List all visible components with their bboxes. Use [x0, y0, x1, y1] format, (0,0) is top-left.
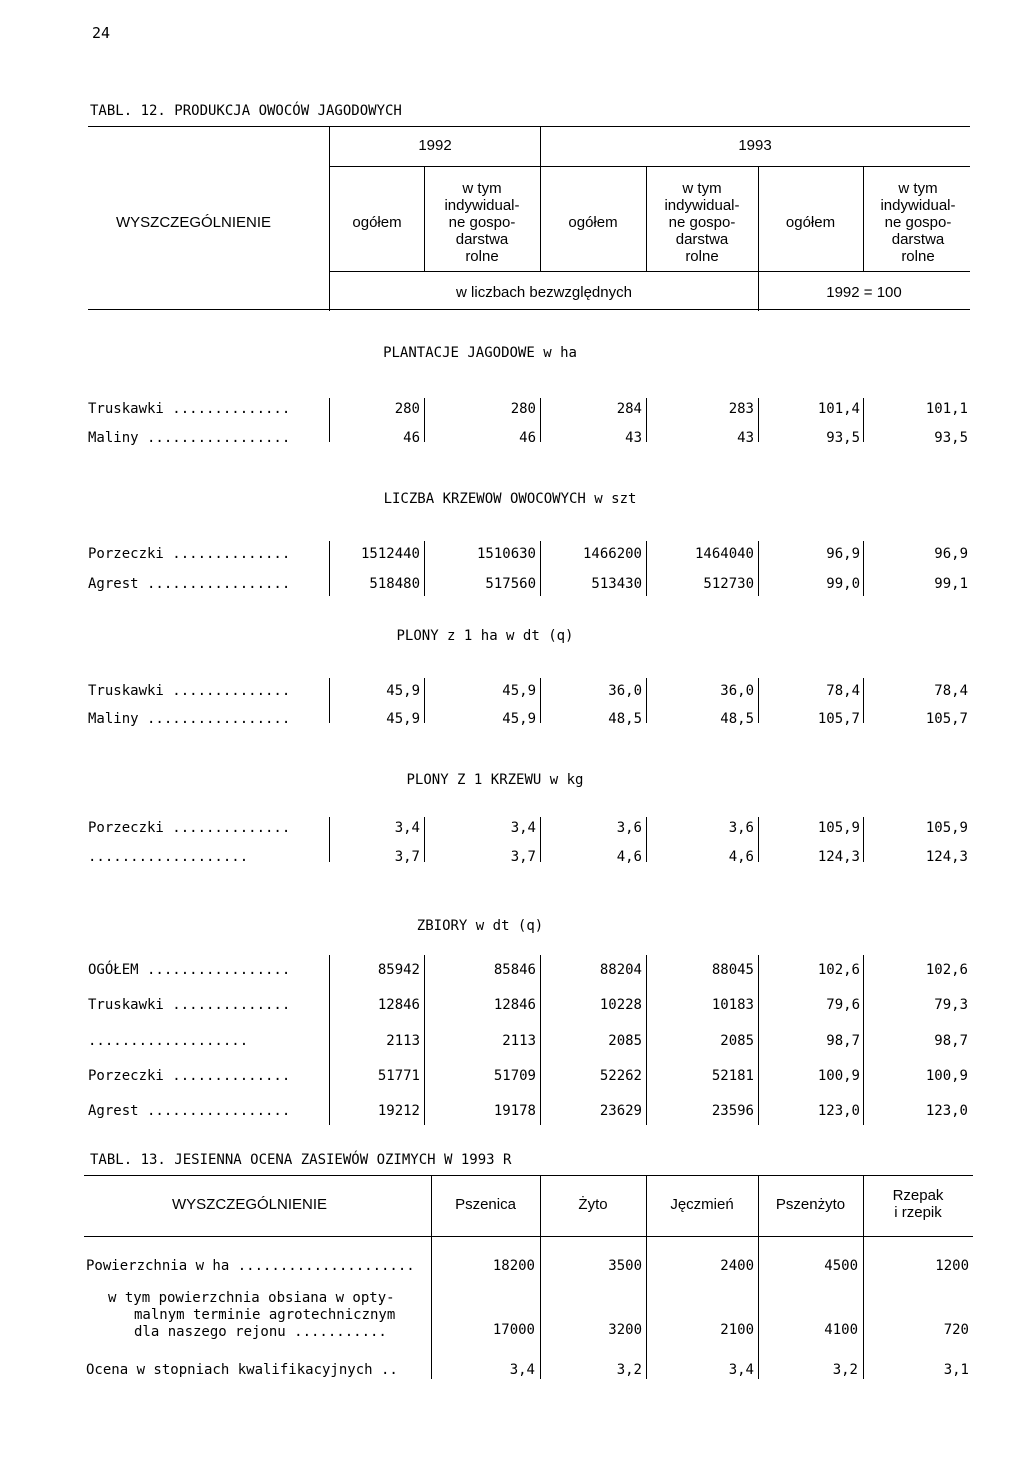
cell: 2100 [720, 1322, 754, 1338]
row-label: Truskawki .............. [88, 683, 291, 699]
cell: 280 [394, 401, 420, 417]
cell: 2400 [720, 1258, 754, 1274]
cell: 3,6 [616, 820, 642, 836]
cell: 3,1 [943, 1362, 969, 1378]
col-divider [758, 817, 759, 862]
table13-title: TABL. 13. JESIENNA OCENA ZASIEWÓW OZIMYCH W 1993 R [90, 1152, 512, 1168]
col-divider [863, 398, 864, 442]
t13-header-wyszczegolnienie: WYSZCZEGÓLNIENIE [172, 1196, 328, 1213]
cell: 4,6 [728, 849, 754, 865]
cell: 96,9 [934, 546, 968, 562]
col-divider [646, 955, 647, 1125]
table12-top-rule [88, 126, 970, 127]
col-divider [646, 817, 647, 862]
row-label: Truskawki .............. [88, 997, 291, 1013]
row-label: Agrest ................. [88, 1103, 291, 1119]
cell: 88045 [711, 962, 754, 978]
cell: 512730 [703, 576, 754, 592]
cell: 46 [403, 430, 420, 446]
page-number: 24 [92, 24, 111, 42]
t13-header-pszenica: Pszenica [455, 1196, 516, 1213]
cell: 283 [728, 401, 754, 417]
cell: 513430 [591, 576, 642, 592]
section-title: LICZBA KRZEWOW OWOCOWYCH w szt [383, 491, 637, 507]
cell: 10183 [711, 997, 754, 1013]
col-divider [646, 398, 647, 442]
cell: 23629 [599, 1103, 642, 1119]
cell: 1512440 [360, 546, 420, 562]
col-divider [540, 678, 541, 723]
cell: 4,6 [616, 849, 642, 865]
row-label: Porzeczki .............. [88, 1068, 291, 1084]
cell: 3,2 [616, 1362, 642, 1378]
row-label: Truskawki .............. [88, 401, 291, 417]
cell: 105,9 [817, 820, 860, 836]
cell: 78,4 [934, 683, 968, 699]
cell: 98,7 [934, 1033, 968, 1049]
section-title: PLONY Z 1 KRZEWU w kg [406, 772, 584, 788]
cell: 2113 [386, 1033, 420, 1049]
cell: 1466200 [582, 546, 642, 562]
table12-header-bottom-rule [88, 309, 970, 310]
row-label: ................... [88, 849, 249, 865]
cell: 3,7 [510, 849, 536, 865]
col-divider [540, 398, 541, 442]
cell: 93,5 [934, 430, 968, 446]
cell: 1464040 [694, 546, 754, 562]
cell: 3,6 [728, 820, 754, 836]
cell: 85846 [493, 962, 536, 978]
row-label: Maliny ................. [88, 430, 291, 446]
cell: 3,2 [832, 1362, 858, 1378]
header-index-1992: 1992 = 100 [826, 284, 902, 301]
col-divider [424, 678, 425, 723]
col-divider [758, 541, 759, 596]
cell: 99,0 [826, 576, 860, 592]
cell: 45,9 [386, 711, 420, 727]
cell: 3,4 [509, 1362, 535, 1378]
cell: 102,6 [925, 962, 968, 978]
cell: 10228 [599, 997, 642, 1013]
cell: 123,0 [817, 1103, 860, 1119]
section-title: PLONY z 1 ha w dt (q) [396, 628, 574, 644]
t13-row-label: Ocena w stopniach kwalifikacyjnych .. [86, 1362, 398, 1378]
header-year-1993: 1993 [738, 137, 772, 154]
cell: 85942 [377, 962, 420, 978]
col-divider [758, 398, 759, 442]
cell: 1510630 [476, 546, 536, 562]
row-label: Porzeczki .............. [88, 820, 291, 836]
header-w-tym-indywidualne: w tym indywidual- ne gospo- darstwa rolne [664, 180, 740, 265]
header-year-1992: 1992 [418, 137, 452, 154]
cell: 78,4 [826, 683, 860, 699]
cell: 2085 [608, 1033, 642, 1049]
cell: 45,9 [502, 711, 536, 727]
cell: 79,3 [934, 997, 968, 1013]
cell: 3,7 [394, 849, 420, 865]
cell: 93,5 [826, 430, 860, 446]
cell: 19212 [377, 1103, 420, 1119]
cell: 51709 [493, 1068, 536, 1084]
section-title: ZBIORY w dt (q) [416, 918, 544, 934]
cell: 4500 [824, 1258, 858, 1274]
t13-header-rzepak: Rzepak i rzepik [892, 1187, 944, 1221]
section-title: PLANTACJE JAGODOWE w ha [383, 345, 577, 361]
header-absolute-numbers: w liczbach bezwzględnych [456, 284, 632, 301]
col-divider [646, 678, 647, 723]
header-w-tym-indywidualne: w tym indywidual- ne gospo- darstwa rolne [444, 180, 520, 265]
cell: 102,6 [817, 962, 860, 978]
cell: 18200 [492, 1258, 535, 1274]
col-divider [424, 541, 425, 596]
cell: 79,6 [826, 997, 860, 1013]
cell: 100,9 [925, 1068, 968, 1084]
col-divider [758, 955, 759, 1125]
row-label: OGÓŁEM ................. [88, 962, 291, 978]
cell: 12846 [493, 997, 536, 1013]
cell: 105,7 [817, 711, 860, 727]
cell: 2085 [720, 1033, 754, 1049]
cell: 3,4 [394, 820, 420, 836]
row-label: Porzeczki .............. [88, 546, 291, 562]
col-divider [424, 955, 425, 1125]
cell: 17000 [492, 1322, 535, 1338]
cell: 124,3 [817, 849, 860, 865]
cell: 45,9 [502, 683, 536, 699]
cell: 124,3 [925, 849, 968, 865]
table13-top-rule [84, 1175, 973, 1176]
cell: 3500 [608, 1258, 642, 1274]
col-divider [863, 678, 864, 723]
col-divider [540, 817, 541, 862]
cell: 88204 [599, 962, 642, 978]
cell: 36,0 [608, 683, 642, 699]
cell: 105,7 [925, 711, 968, 727]
col-divider [424, 817, 425, 862]
subhead-rule [330, 271, 970, 272]
cell: 96,9 [826, 546, 860, 562]
col-divider [758, 678, 759, 723]
col-divider [540, 955, 541, 1125]
cell: 48,5 [720, 711, 754, 727]
col-divider [540, 541, 541, 596]
row-label: Maliny ................. [88, 711, 291, 727]
cell: 101,1 [925, 401, 968, 417]
cell: 1200 [935, 1258, 969, 1274]
cell: 52181 [711, 1068, 754, 1084]
col-divider [424, 398, 425, 442]
cell: 720 [943, 1322, 969, 1338]
row-label: ................... [88, 1033, 249, 1049]
cell: 98,7 [826, 1033, 860, 1049]
cell: 43 [625, 430, 642, 446]
cell: 518480 [369, 576, 420, 592]
row-label: Agrest ................. [88, 576, 291, 592]
cell: 23596 [711, 1103, 754, 1119]
cell: 46 [519, 430, 536, 446]
cell: 2113 [502, 1033, 536, 1049]
t13-header-pszenzyto: Pszenżyto [775, 1196, 846, 1213]
cell: 3,4 [510, 820, 536, 836]
cell: 36,0 [720, 683, 754, 699]
col-divider [863, 541, 864, 596]
header-wyszczegolnienie: WYSZCZEGÓLNIENIE [116, 214, 272, 231]
header-ogolem: ogółem [568, 214, 618, 231]
year-rule [330, 166, 970, 167]
cell: 43 [737, 430, 754, 446]
table12-title: TABL. 12. PRODUKCJA OWOCÓW JAGODOWYCH [90, 103, 402, 119]
cell: 51771 [377, 1068, 420, 1084]
cell: 3,4 [728, 1362, 754, 1378]
header-w-tym-indywidualne: w tym indywidual- ne gospo- darstwa rolne [880, 180, 956, 265]
t13-header-jeczmien: Jęczmień [670, 1196, 734, 1213]
cell: 52262 [599, 1068, 642, 1084]
col-divider [646, 541, 647, 596]
header-ogolem: ogółem [785, 214, 836, 231]
cell: 45,9 [386, 683, 420, 699]
cell: 123,0 [925, 1103, 968, 1119]
t13-row-label: w tym powierzchnia obsiana w opty- malnym terminie agrotechnicznym dla naszego rejonu ........... [108, 1290, 396, 1340]
cell: 100,9 [817, 1068, 860, 1084]
table13-header-bottom-rule [84, 1236, 973, 1237]
cell: 284 [616, 401, 642, 417]
t13-header-zyto: Żyto [578, 1196, 608, 1213]
cell: 101,4 [817, 401, 860, 417]
cell: 48,5 [608, 711, 642, 727]
col-divider [863, 817, 864, 862]
cell: 3200 [608, 1322, 642, 1338]
t13-row-label: Powierzchnia w ha ..................... [86, 1258, 415, 1274]
cell: 4100 [824, 1322, 858, 1338]
cell: 99,1 [934, 576, 968, 592]
cell: 280 [510, 401, 536, 417]
cell: 19178 [493, 1103, 536, 1119]
col-divider [863, 955, 864, 1125]
cell: 12846 [377, 997, 420, 1013]
cell: 517560 [485, 576, 536, 592]
cell: 105,9 [925, 820, 968, 836]
header-ogolem: ogółem [352, 214, 402, 231]
